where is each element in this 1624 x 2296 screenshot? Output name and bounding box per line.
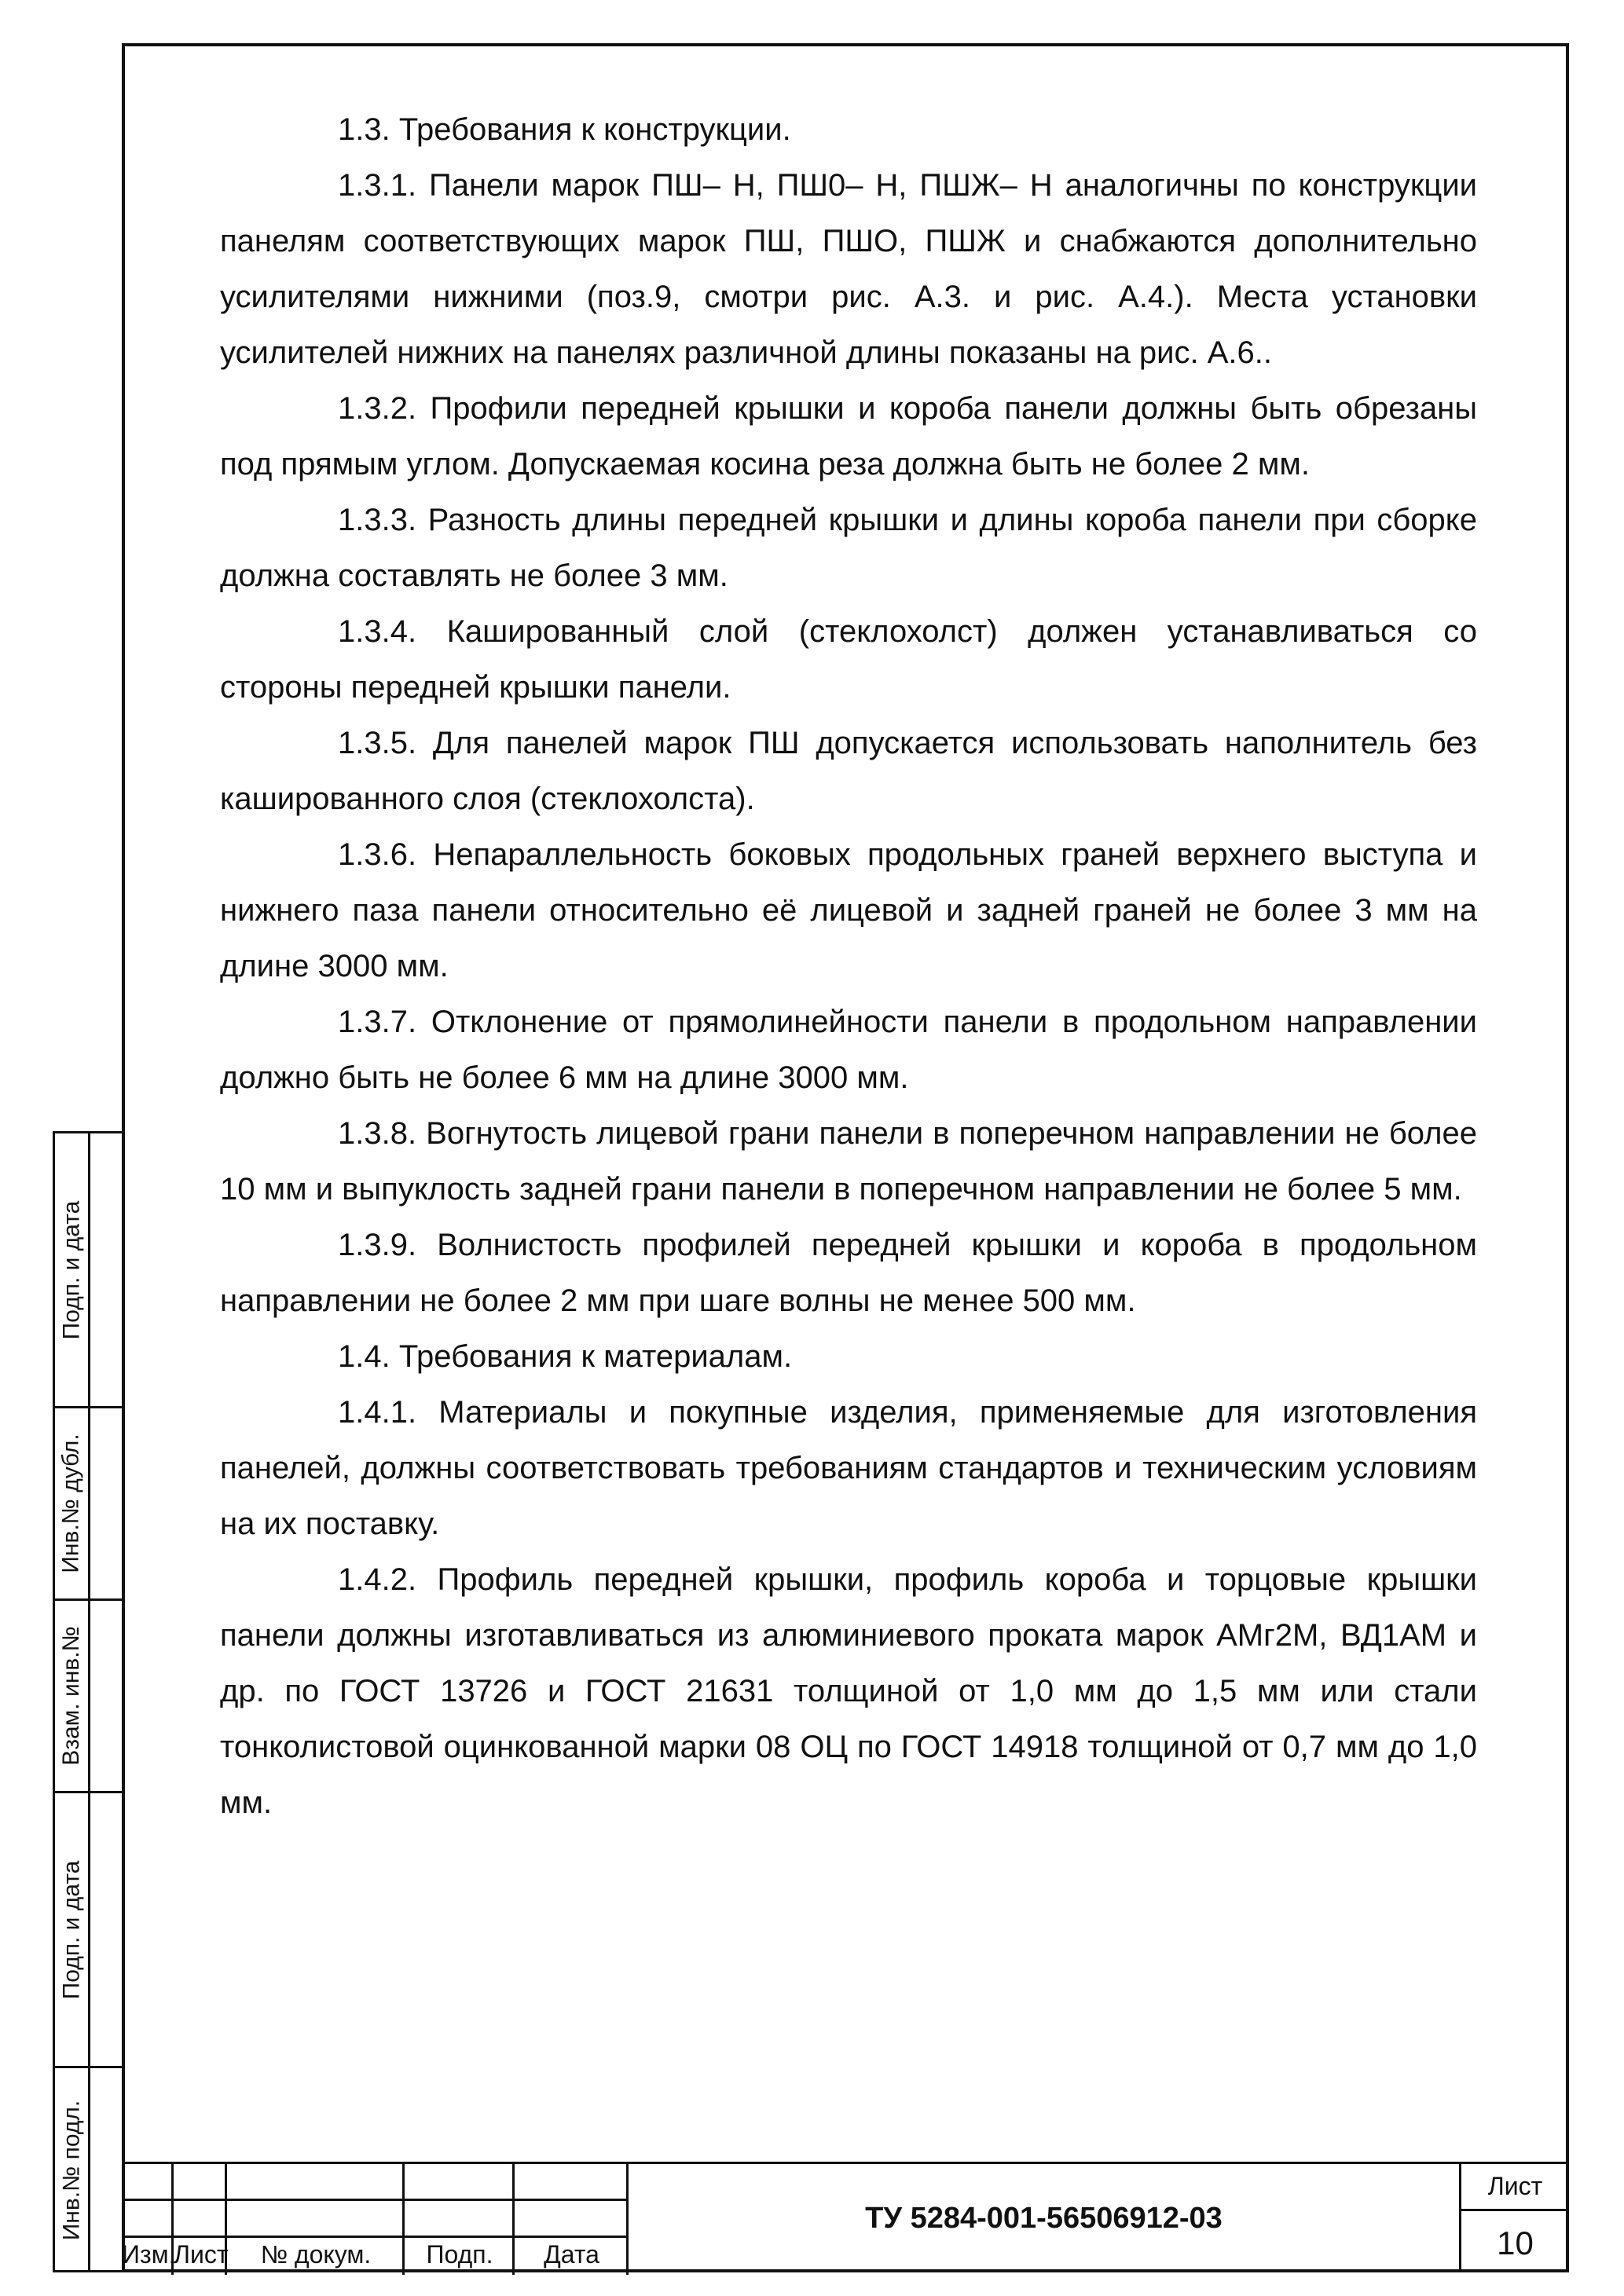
side-stamp-cell bbox=[55, 1133, 122, 1408]
label-date: Дата bbox=[544, 2240, 599, 2269]
label-signature: Подп. bbox=[426, 2240, 493, 2269]
side-stamp-cell bbox=[55, 1601, 122, 1793]
label-izm: Изм. bbox=[122, 2240, 176, 2269]
document-code: ТУ 5284-001-56506912-03 bbox=[629, 2162, 1461, 2272]
side-stamp-label: Инв.№ дубл. bbox=[58, 1434, 84, 1573]
side-stamp-label: Инв.№ подл. bbox=[58, 2100, 85, 2241]
side-stamp-label: Подп. и дата bbox=[58, 1860, 84, 1999]
sheet-number: 10 bbox=[1497, 2224, 1534, 2261]
side-stamp-cell bbox=[55, 2068, 122, 2272]
paragraph: 1.3.9. Волнистость профилей передней крышки и короба в продольном направлении не более 2 мм при шаге волны не менее 500 мм. bbox=[220, 1228, 1477, 1318]
paragraph: 1.3.4. Кашированный слой (стеклохолст) должен устанавливаться со стороны передней крышки панели. bbox=[220, 614, 1477, 705]
paragraph: 1.3.2. Профили передней крышки и короба панели должны быть обрезаны под прямым углом. Допускаемая косина реза должна быть не более 2 мм. bbox=[220, 391, 1477, 482]
grid-row bbox=[122, 2164, 629, 2201]
paragraph: 1.3.6. Непараллельность боковых продольных граней верхнего выступа и нижнего паза панели относительно её лицевой и задней граней не более 3 мм на длине 3000 мм. bbox=[220, 837, 1477, 983]
section-heading: 1.3. Требования к конструкции. bbox=[338, 112, 791, 147]
paragraph: 1.4.2. Профиль передней крышки, профиль короба и торцовые крышки панели должны изготавливаться из алюминиевого проката марок АМг2М, ВД1АМ и др. по ГОСТ 13726 и ГОСТ 21631 толщиной от 1,0 мм до 1,5 мм или стали тонколистовой оцинкованной марки 08 ОЦ по ГОСТ 14918 толщиной от 0,7 мм до 1,0 мм. bbox=[220, 1562, 1477, 1820]
paragraph: 1.3.8. Вогнутость лицевой грани панели в поперечном направлении не более 10 мм и выпуклость задней грани панели в поперечном направлении не более 5 мм. bbox=[220, 1116, 1477, 1207]
sheet-label: Лист bbox=[1461, 2164, 1569, 2211]
document-body bbox=[220, 102, 1477, 1831]
side-stamp-label: Взам. инв.№ bbox=[58, 1626, 84, 1766]
paragraph: 1.3.7. Отклонение от прямолинейности панели в продольном направлении должно быть не более 6 мм на длине 3000 мм. bbox=[220, 1005, 1477, 1095]
paragraph: 1.3.5. Для панелей марок ПШ допускается использовать наполнитель без кашированного слоя (стеклохолста). bbox=[220, 726, 1477, 816]
label-list: Лист bbox=[174, 2240, 229, 2269]
paragraph: 1.4.1. Материалы и покупные изделия, применяемые для изготовления панелей, должны соответствовать требованиям стандартов и техническим условиям на их поставку. bbox=[220, 1395, 1477, 1541]
side-stamp-label: Подп. и дата bbox=[58, 1200, 84, 1339]
paragraph: 1.3.3. Разность длины передней крышки и длины короба панели при сборке должна составлять не более 3 мм. bbox=[220, 503, 1477, 593]
title-block-grid bbox=[122, 2162, 629, 2272]
paragraph: 1.3.1. Панели марок ПШ– Н, ПШ0– Н, ПШЖ– Н аналогичны по конструкции панелям соответствующих марок ПШ, ПШО, ПШЖ и снабжаются дополнительно усилителями нижними (поз.9, смотри рис. А.3. и рис. А.4.). Места установки усилителей нижних на панелях различной длины показаны на рис. А.6.. bbox=[220, 168, 1477, 370]
label-document-number: № докум. bbox=[260, 2240, 372, 2269]
side-stamp-cell bbox=[55, 1408, 122, 1601]
side-stamp-cell bbox=[55, 1793, 122, 2068]
title-block bbox=[122, 2162, 1569, 2272]
section-heading: 1.4. Требования к материалам. bbox=[338, 1339, 793, 1374]
side-stamp bbox=[53, 1131, 122, 2272]
sheet-box bbox=[1461, 2162, 1569, 2272]
grid-row bbox=[122, 2201, 629, 2238]
